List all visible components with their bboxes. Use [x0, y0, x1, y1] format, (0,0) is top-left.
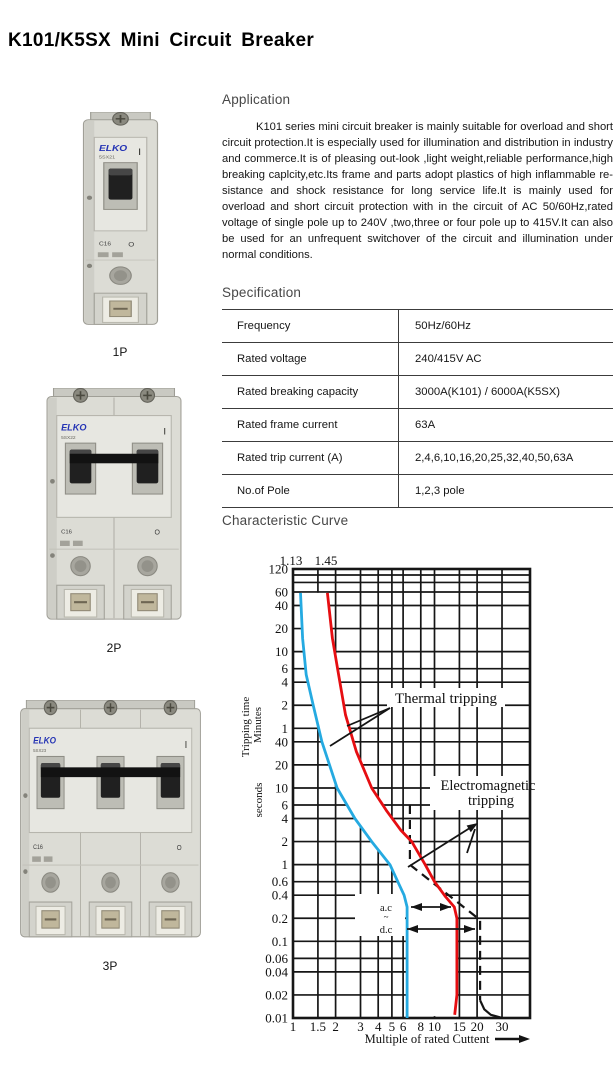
- y-tick-label: 4: [281, 811, 288, 827]
- brand-logo: ELKO: [98, 143, 127, 153]
- spec-row-value: 2,4,6,10,16,20,25,32,40,50,63A: [399, 442, 614, 475]
- dc-tail-line: [480, 1000, 502, 1018]
- ac-label: a.c: [380, 903, 392, 914]
- top-label-145: 1.45: [314, 553, 338, 568]
- brand-logo: ELKO: [32, 734, 56, 746]
- electromagnetic-label: Electromagnetic: [440, 778, 536, 794]
- x-tick-label: 1: [289, 1019, 297, 1034]
- brand-logo: ELKO: [61, 422, 87, 433]
- y-tick-label: 0.06: [265, 950, 288, 966]
- on-mark: I: [184, 739, 187, 750]
- specification-heading: Specification: [222, 285, 302, 300]
- y-tick-label: 120: [268, 561, 288, 577]
- model-text: 5SX23: [32, 747, 46, 754]
- x-tick-label: 20: [470, 1019, 484, 1034]
- y-tick-label: 6: [281, 661, 288, 677]
- spec-row-value: 50Hz/60Hz: [399, 310, 614, 343]
- ac-symbol: ~: [383, 912, 389, 922]
- breaker-body: [20, 700, 200, 937]
- on-mark: I: [137, 147, 141, 158]
- product-figure-1p: [36, 112, 204, 359]
- x-tick-label: 1.5: [309, 1019, 327, 1034]
- spec-row-value: 1,2,3 pole: [399, 475, 614, 508]
- specification-table: [222, 309, 613, 508]
- x-axis-title: Multiple of rated Cuttent: [364, 1032, 490, 1046]
- spec-row: [222, 343, 613, 376]
- arrowhead: [519, 1035, 530, 1043]
- off-mark: O: [176, 844, 182, 853]
- y-axis-seconds-label: seconds: [253, 782, 265, 818]
- x-tick-label: 3: [357, 1019, 364, 1034]
- y-tick-label: 1: [281, 857, 288, 873]
- spec-row-label: Rated frame current: [222, 409, 399, 442]
- breaker-photo-2p: [33, 388, 195, 634]
- y-tick-label: 20: [275, 757, 288, 773]
- toggle-tie-bar: [40, 767, 179, 777]
- x-tick-label: 6: [399, 1019, 407, 1034]
- arrowhead: [464, 925, 475, 933]
- application-heading: Application: [222, 92, 291, 107]
- rating-mark: C16: [32, 844, 43, 851]
- x-tick-label: 4: [374, 1019, 382, 1034]
- y-tick-label: 10: [275, 644, 288, 660]
- thermal-tripping-label: Thermal tripping: [394, 691, 498, 707]
- x-tick-label: 2: [332, 1019, 339, 1034]
- toggle-tie-bar: [70, 454, 159, 464]
- x-tick-label: 10: [428, 1019, 441, 1034]
- y-tick-label: 60: [275, 584, 288, 600]
- product-label-1p: 1P: [112, 345, 128, 359]
- spec-row-label: Rated breaking capacity: [222, 376, 399, 409]
- x-tick-label: 30: [495, 1019, 509, 1034]
- y-tick-label: 0.2: [271, 910, 288, 926]
- y-axis-minutes-label: Minutes: [252, 706, 264, 744]
- y-tick-label: 10: [275, 780, 288, 796]
- y-tick-label: 40: [275, 597, 288, 613]
- x-tick-label: 5: [388, 1019, 396, 1034]
- y-tick-label: 6: [281, 797, 288, 813]
- off-mark: O: [154, 529, 160, 537]
- y-tick-label: 4: [281, 674, 288, 690]
- product-figure-3p: [4, 700, 216, 973]
- x-tick-label: 15: [452, 1019, 466, 1034]
- top-label-113: 1.13: [279, 553, 303, 568]
- product-figure-2p: [20, 388, 208, 655]
- spec-row: [222, 442, 613, 475]
- spec-row-label: No.of Pole: [222, 475, 399, 508]
- y-tick-label: 20: [275, 621, 288, 637]
- product-label-3p: 3P: [102, 959, 118, 973]
- spec-row: [222, 310, 613, 343]
- rating-mark: C16: [61, 529, 72, 536]
- model-text: 5SX22: [61, 435, 76, 441]
- dc-label: d.c: [379, 925, 393, 936]
- spec-row-label: Rated voltage: [222, 343, 399, 376]
- y-tick-label: 40: [275, 734, 288, 750]
- page-title: K101/K5SX Mini Circuit Breaker: [8, 30, 315, 51]
- off-mark: O: [127, 241, 134, 249]
- y-tick-label: 1: [281, 720, 288, 736]
- on-mark: I: [163, 426, 167, 438]
- spec-row-label: Rated trip current (A): [222, 442, 399, 475]
- spec-row: [222, 376, 613, 409]
- spec-row-value: 3000A(K101) / 6000A(K5SX): [399, 376, 614, 409]
- y-tick-label: 0.6: [271, 874, 288, 890]
- y-tick-label: 0.02: [265, 987, 288, 1003]
- breaker-photo-1p: [68, 112, 173, 338]
- y-tick-label: 0.04: [265, 964, 288, 980]
- product-label-2p: 2P: [106, 641, 122, 655]
- breaker-photo-3p: [8, 700, 213, 952]
- spec-row: [222, 475, 613, 508]
- rating-mark: C16: [98, 241, 111, 248]
- electromagnetic-label: tripping: [468, 793, 514, 809]
- y-tick-label: 2: [281, 697, 288, 713]
- breaker-body: [47, 388, 181, 619]
- x-tick-label: 8: [417, 1019, 425, 1034]
- characteristic-heading: Characteristic Curve: [222, 513, 349, 528]
- breaker-body: [83, 112, 157, 324]
- y-tick-label: 0.1: [271, 933, 288, 949]
- characteristic-curve-chart: [222, 545, 614, 1068]
- application-paragraph: K101 series mini circuit breaker is mainly suitable for overload and short circuit protection.It is especially used for illumination and distribution in industry and commerce.It is of pleasing out-look ,light weight,reliable performance,high breaking caplcity,etc.Its frame and parts adopt plastics of high inflammable re-sistance and shock resistance for long service life.It is mainly used for overload and short circuit protection with in the circuit of AC 50/60Hz,rated voltage of single pole up to 240V ,two,three or four pole up to 415V.It can also be used for an unfrequent switchover of the circuit and illumination under normal conditions.: [222, 121, 613, 261]
- spec-row: [222, 409, 613, 442]
- y-axis-title: Tripping time: [240, 696, 252, 758]
- spec-row-label: Frequency: [222, 310, 399, 343]
- y-tick-label: 0.01: [265, 1010, 288, 1026]
- model-text: 5SX21: [98, 156, 115, 161]
- spec-row-value: 240/415V AC: [399, 343, 614, 376]
- y-tick-label: 2: [281, 834, 288, 850]
- spec-row-value: 63A: [399, 409, 614, 442]
- y-tick-label: 0.4: [271, 887, 288, 903]
